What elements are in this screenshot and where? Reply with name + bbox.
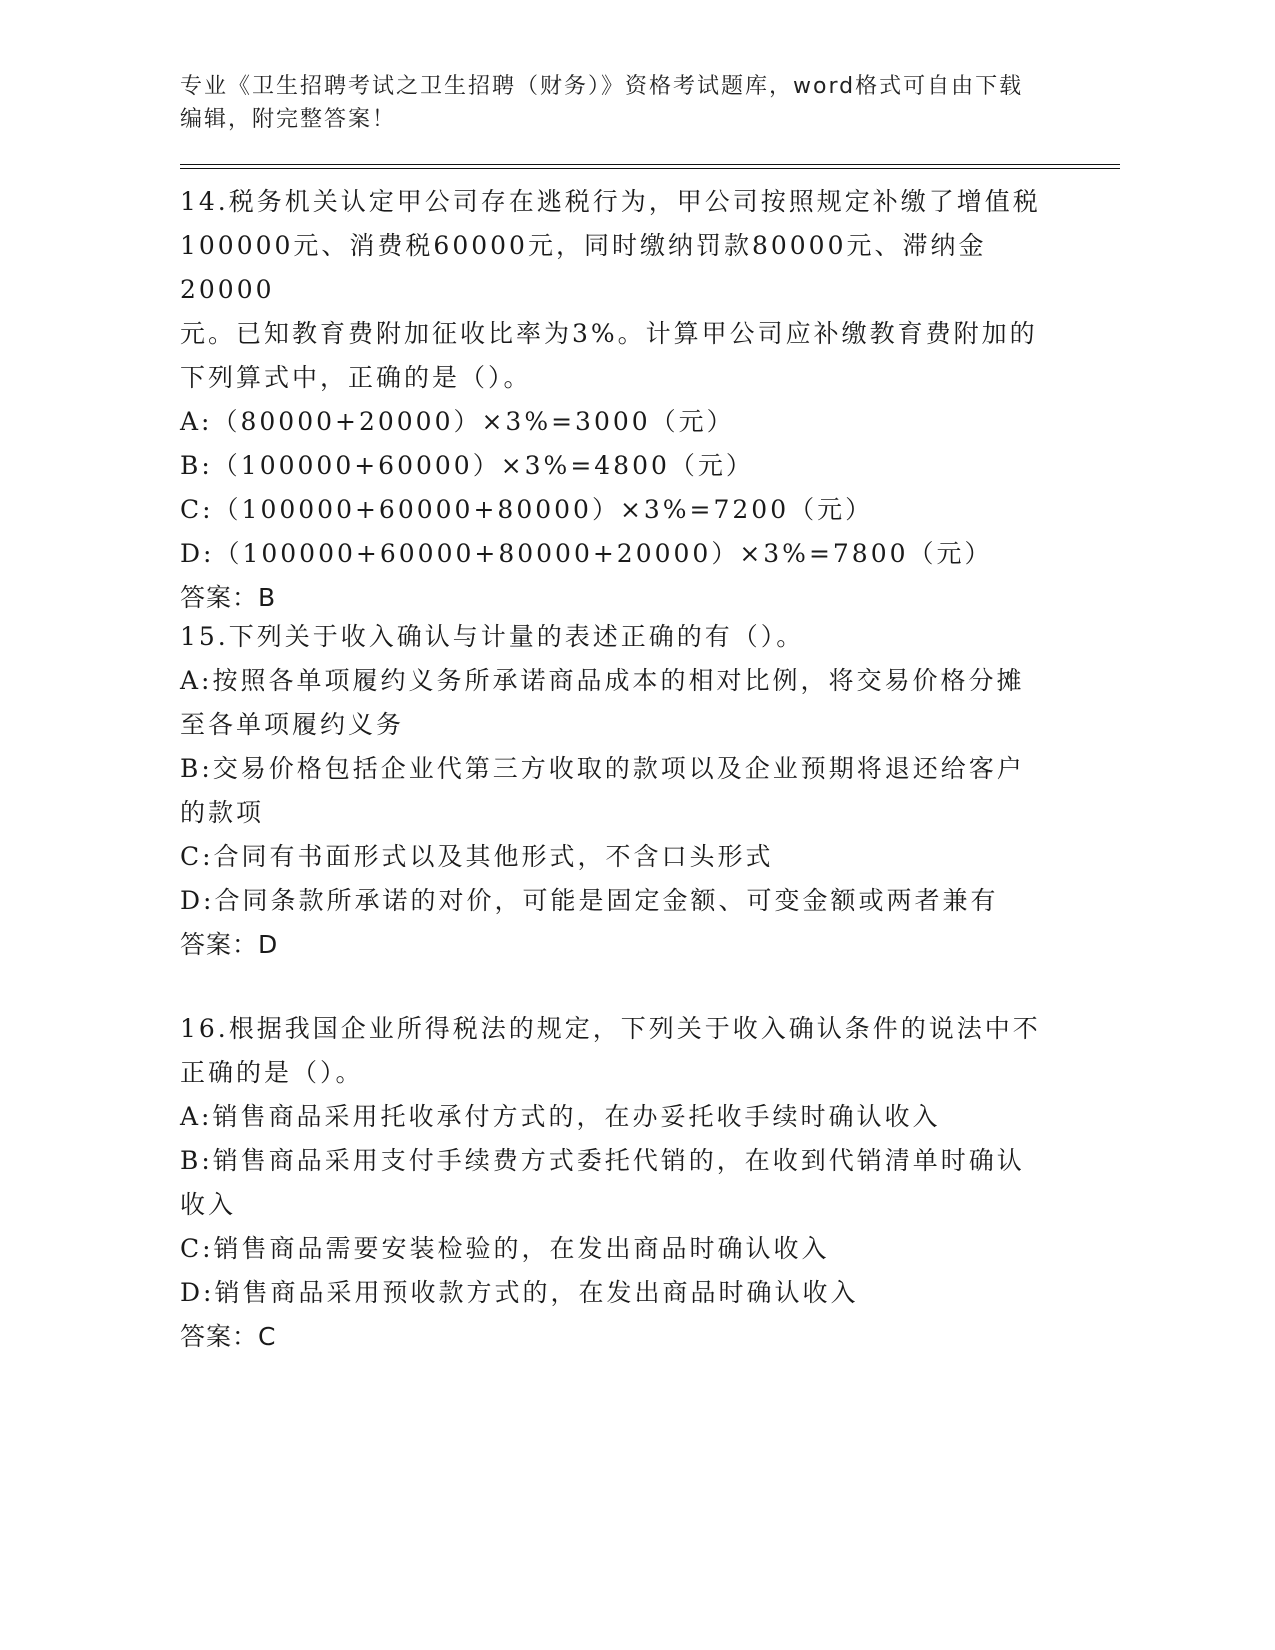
option-line: B:销售商品采用支付手续费方式委托代销的，在收到代销清单时确认 — [180, 1146, 1025, 1175]
option-line: 收入 — [180, 1190, 237, 1219]
question-stem — [180, 1007, 1080, 1095]
option-d: D:合同条款所承诺的对价，可能是固定金额、可变金额或两者兼有 — [180, 886, 999, 915]
option-d: D:销售商品采用预收款方式的，在发出商品时确认收入 — [180, 1278, 859, 1307]
header-divider — [180, 164, 1120, 169]
header-line-1: 专业《卫生招聘考试之卫生招聘（财务）》资格考试题库，word格式可自由下载 — [180, 74, 1024, 99]
stem-line: 15.下列关于收入确认与计量的表述正确的有（）。 — [180, 622, 805, 651]
stem-line: 16.根据我国企业所得税法的规定，下列关于收入确认条件的说法中不 — [180, 1014, 1041, 1043]
option-b — [180, 1139, 1080, 1227]
option-b: B:（100000+60000）×3%=4800（元） — [180, 451, 754, 480]
option-line: A:按照各单项履约义务所承诺商品成本的相对比例，将交易价格分摊 — [180, 666, 1025, 695]
question-15 — [180, 615, 1080, 967]
page — [180, 70, 1120, 169]
answer: 答案：C — [180, 1322, 277, 1351]
stem-line: 元。已知教育费附加征收比率为3%。计算甲公司应补缴教育费附加的 — [180, 319, 1038, 348]
stem-line: 下列算式中，正确的是（）。 — [180, 363, 532, 392]
stem-line: 正确的是（）。 — [180, 1058, 364, 1087]
option-a: A:（80000+20000）×3%=3000（元） — [180, 407, 735, 436]
option-line: 的款项 — [180, 798, 265, 827]
option-c: C:销售商品需要安装检验的，在发出商品时确认收入 — [180, 1234, 830, 1263]
document-header — [180, 70, 1120, 136]
option-a: A:销售商品采用托收承付方式的，在办妥托收手续时确认收入 — [180, 1102, 941, 1131]
option-line: B:交易价格包括企业代第三方收取的款项以及企业预期将退还给客户 — [180, 754, 1025, 783]
answer: 答案：B — [180, 583, 277, 612]
option-d: D:（100000+60000+80000+20000）×3%=7800（元） — [180, 539, 993, 568]
option-c: C:（100000+60000+80000）×3%=7200（元） — [180, 495, 874, 524]
stem-line: 14.税务机关认定甲公司存在逃税行为，甲公司按照规定补缴了增值税 — [180, 187, 1041, 216]
question-stem — [180, 615, 1080, 659]
question-14 — [180, 180, 1080, 620]
option-a — [180, 659, 1080, 747]
stem-line: 100000元、消费税60000元，同时缴纳罚款80000元、滞纳金20000 — [180, 231, 987, 304]
option-line: 至各单项履约义务 — [180, 710, 405, 739]
question-16 — [180, 1007, 1080, 1359]
option-b — [180, 747, 1080, 835]
option-c: C:合同有书面形式以及其他形式，不含口头形式 — [180, 842, 774, 871]
question-stem — [180, 180, 1080, 400]
answer: 答案：D — [180, 930, 279, 959]
header-line-2: 编辑，附完整答案！ — [180, 107, 397, 132]
